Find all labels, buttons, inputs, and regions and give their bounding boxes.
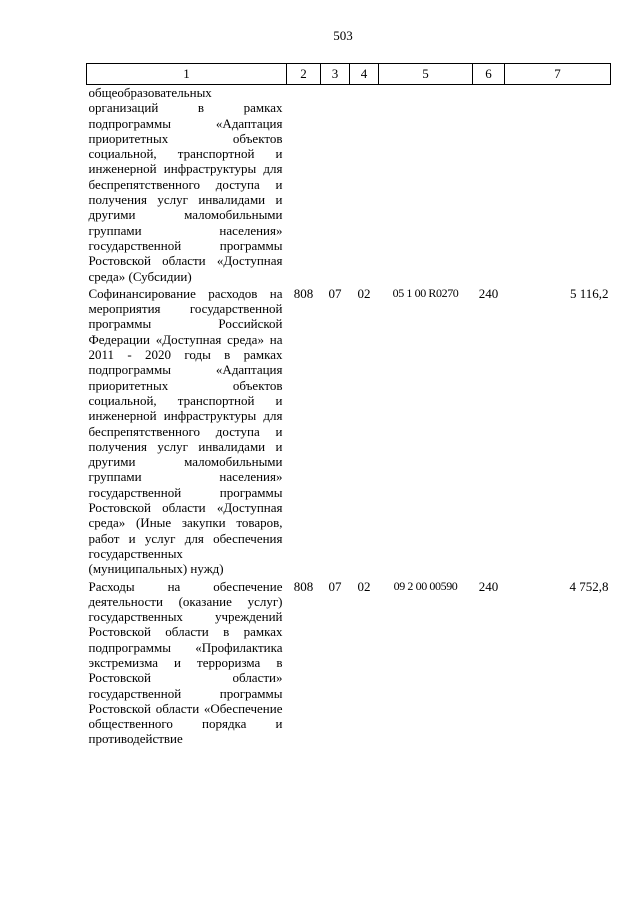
header-row: [87, 64, 611, 85]
column-header-description: 1: [87, 64, 287, 85]
row-expense-type: [473, 85, 505, 286]
row-description: Софинансирование расходов на мероприятия государственной программы Российской Федерации «Доступная среда» на 2011 - 2020 годы в рамках подпрограммы «Адаптация приоритетных объектов социальной, транспортной и инженерной инфраструктуры для беспрепятственного доступа и получения услуг инвалидами и другими маломобильными группами населения» государственной программы Ростовской области «Доступная среда» (Иные закупки товаров, работ и услуг для обеспечения государственных (муниципальных) нужд): [88, 285, 283, 577]
row-ministry: 808: [293, 285, 314, 301]
table-row: [87, 579, 611, 749]
row-amount: 5 116,2: [569, 285, 609, 301]
row-ministry: [287, 85, 321, 286]
column-header-expense-type: 6: [473, 64, 505, 85]
row-description: общеобразовательных организаций в рамках подпрограммы «Адаптация приоритетных объектов социальной, транспортной и инженерной инфраструктуры для беспрепятственного доступа и получения услуг инвалидами и другими маломобильными группами населения» государственной программы Ростовской области «Доступная среда» (Субсидии): [88, 85, 283, 284]
column-header-target-article: 5: [379, 64, 473, 85]
column-header-amount: 7: [505, 64, 611, 85]
row-target-article: 05 1 00 R0270: [392, 285, 459, 300]
row-subsection: [350, 85, 379, 286]
table-row: [87, 85, 611, 286]
column-header-subsection: 4: [350, 64, 379, 85]
row-expense-type: 240: [478, 578, 499, 594]
table-row: [87, 286, 611, 579]
row-target-article: 09 2 00 00590: [393, 578, 458, 593]
page-number: 503: [333, 28, 353, 43]
row-subsection: 02: [357, 578, 371, 594]
row-subsection: 02: [357, 285, 371, 301]
row-target-article: [379, 85, 473, 286]
column-header-ministry: 2: [287, 64, 321, 85]
row-expense-type: 240: [478, 285, 499, 301]
row-section: 07: [328, 578, 342, 594]
row-amount: [505, 85, 611, 286]
row-amount: 4 752,8: [569, 578, 609, 594]
budget-table: [86, 63, 611, 749]
row-description: Расходы на обеспечение деятельности (оказание услуг) государственных учреждений Ростовской области в рамках подпрограммы «Профилактика экстремизма и терроризма в Ростовской области» государственной программы Ростовской области «Обеспечение общественного порядка и противодействие: [88, 578, 283, 747]
row-ministry: 808: [293, 578, 314, 594]
row-section: 07: [328, 285, 342, 301]
row-section: [321, 85, 350, 286]
column-header-section: 3: [321, 64, 350, 85]
